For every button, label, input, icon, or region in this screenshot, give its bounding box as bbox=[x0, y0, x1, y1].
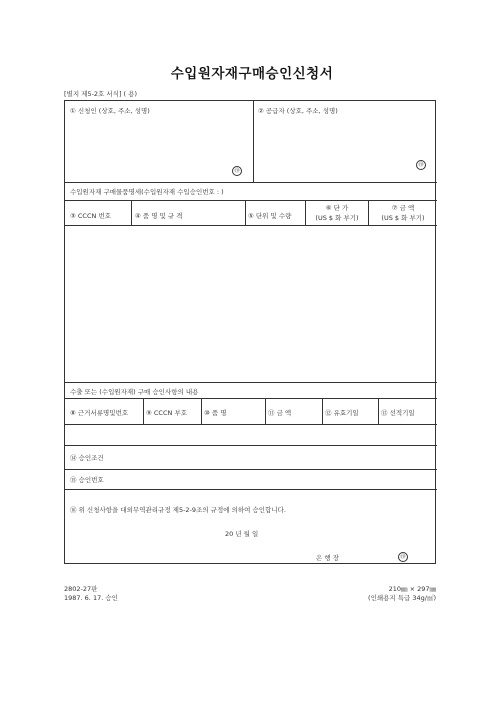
col-validity-date: ⑫ 유효기일 bbox=[325, 409, 359, 417]
detail-header: 수입원자재 구매물품명세(수입원자재 수입승인번호 : ) bbox=[70, 188, 224, 196]
col-divider bbox=[253, 101, 254, 182]
supplier-seal-icon: ㊞ bbox=[416, 160, 426, 170]
col-divider bbox=[201, 398, 202, 424]
col-divider bbox=[245, 200, 246, 225]
col-basis-document: ⑧ 근거서류명및번호 bbox=[70, 409, 129, 417]
col-cccn-number: ③ CCCN 번호 bbox=[70, 212, 111, 220]
form-title: 수입원자재구매승인신청서 bbox=[170, 66, 334, 82]
applicant-seal-icon: ㊞ bbox=[232, 166, 242, 176]
col-export-amount: ⑪ 금 액 bbox=[268, 409, 292, 417]
approval-date: 20 년 월 일 bbox=[225, 530, 259, 538]
row-divider bbox=[65, 398, 437, 399]
col-divider bbox=[143, 398, 144, 424]
row-divider bbox=[65, 445, 437, 446]
row-divider bbox=[65, 225, 437, 226]
approval-statement: ⑯ 위 신청사항을 대외무역관리규정 제5-2-9조의 규정에 의하여 승인합니다. bbox=[70, 506, 286, 514]
footer-paper-size: 210㎜ × 297㎜ bbox=[388, 585, 436, 593]
row-divider bbox=[65, 489, 437, 490]
footer-paper-spec: (인쇄용지 특급 34g/㎡) bbox=[368, 594, 436, 602]
footer-form-number: 2802-27판 bbox=[64, 585, 98, 593]
col-unit-quantity: ⑤ 단위 및 수량 bbox=[248, 212, 292, 220]
col-divider bbox=[265, 398, 266, 424]
col-unit-price-note: (US $ 화 부기) bbox=[315, 214, 359, 222]
row-divider bbox=[65, 469, 437, 470]
col-divider bbox=[131, 200, 132, 225]
row-divider bbox=[65, 424, 437, 425]
col-shipping-date: ⑬ 선적기일 bbox=[381, 409, 415, 417]
footer-approval-date: 1987. 6. 17. 승인 bbox=[64, 594, 118, 602]
col-divider bbox=[378, 398, 379, 424]
col-divider bbox=[322, 398, 323, 424]
approval-number-label: ⑮ 승인번호 bbox=[70, 476, 104, 484]
application-form-table bbox=[64, 100, 436, 564]
supplier-label: ② 공급자 (상호, 주소, 성명) bbox=[258, 107, 338, 115]
approval-conditions-label: ⑭ 승인조건 bbox=[70, 454, 104, 462]
export-header: 수출 또는 (수입원자재) 구매 승인사항의 내용 bbox=[70, 388, 199, 396]
col-amount: ⑦ 금 액 bbox=[391, 204, 415, 212]
row-divider bbox=[65, 182, 437, 183]
bank-manager-label: 은 행 장 bbox=[316, 554, 339, 562]
bank-manager-seal-icon: ㊞ bbox=[398, 552, 408, 562]
form-reference: [별지 제5-2호 서식] ( 용) bbox=[64, 90, 137, 98]
applicant-label: ① 신청인 (상호, 주소, 성명) bbox=[70, 107, 150, 115]
col-unit-price: ⑥ 단 가 bbox=[325, 204, 349, 212]
col-amount-note: (US $ 화 부기) bbox=[381, 214, 425, 222]
row-divider bbox=[65, 200, 437, 201]
row-divider bbox=[65, 382, 437, 383]
col-cccn-code: ⑨ CCCN 부호 bbox=[146, 409, 187, 417]
col-item-spec: ④ 품 명 및 규 격 bbox=[135, 212, 183, 220]
col-item-name: ⑩ 품 명 bbox=[204, 409, 227, 417]
